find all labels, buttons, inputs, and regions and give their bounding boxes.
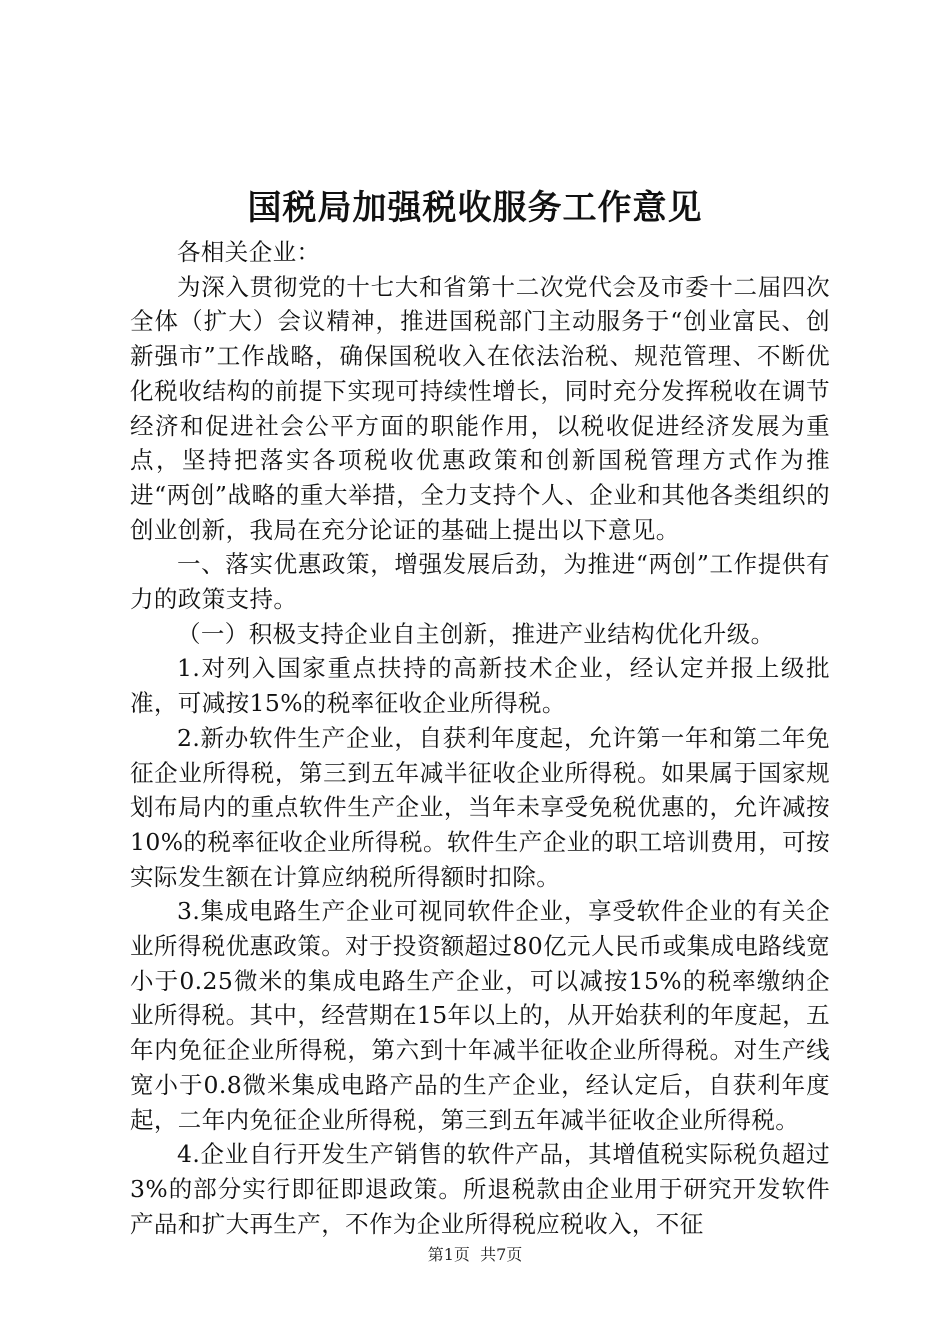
item-paragraph-2: 2.新办软件生产企业，自获利年度起，允许第一年和第二年免征企业所得税，第三到五年减半征收企业所得税。如果属于国家规划布局内的重点软件生产企业，当年未享受免税优惠的，允许减按10%的税率征收企业所得税。软件生产企业的职工培训费用，可按实际发生额在计算应纳税所得额时扣除。 xyxy=(130,723,830,891)
page-number: 第1页 共7页 xyxy=(427,1245,523,1264)
salutation: 各相关企业： xyxy=(177,238,321,266)
section-heading-1: 一、落实优惠政策，增强发展后劲，为推进“两创”工作提供有力的政策支持。 xyxy=(130,550,830,614)
item-paragraph-1: 1.对列入国家重点扶持的高新技术企业，经认定并报上级批准，可减按15%的税率征收企业所得税。 xyxy=(130,654,830,718)
document-title: 国税局加强税收服务工作意见 xyxy=(247,188,703,228)
intro-paragraph: 为深入贯彻党的十七大和省第十二次党代会及市委十二届四次全体（扩大）会议精神，推进国税部门主动服务于“创业富民、创新强市”工作战略，确保国税收入在依法治税、规范管理、不断优化税收结构的前提下实现可持续性增长，同时充分发挥税收在调节经济和促进社会公平方面的职能作用，以税收促进经济发展为重点，坚持把落实各项税收优惠政策和创新国税管理方式作为推进“两创”战略的重大举措，全力支持个人、企业和其他各类组织的创业创新，我局在充分论证的基础上提出以下意见。 xyxy=(130,272,830,544)
page-footer xyxy=(0,1244,950,1266)
item-paragraph-3: 3.集成电路生产企业可视同软件企业，享受软件企业的有关企业所得税优惠政策。对于投资额超过80亿元人民币或集成电路线宽小于0.25微米的集成电路生产企业，可以减按15%的税率缴纳企业所得税。其中，经营期在15年以上的，从开始获利的年度起，五年内免征企业所得税，第六到十年减半征收企业所得税。对生产线宽小于0.8微米集成电路产品的生产企业，经认定后，自获利年度起，二年内免征企业所得税，第三到五年减半征收企业所得税。 xyxy=(130,897,830,1134)
item-paragraph-4: 4.企业自行开发生产销售的软件产品，其增值税实际税负超过3%的部分实行即征即退政策。所退税款由企业用于研究开发软件产品和扩大再生产，不作为企业所得税应税收入，不征 xyxy=(130,1140,830,1238)
subsection-heading-1: （一）积极支持企业自主创新，推进产业结构优化升级。 xyxy=(177,619,775,648)
document-body xyxy=(130,235,830,1241)
